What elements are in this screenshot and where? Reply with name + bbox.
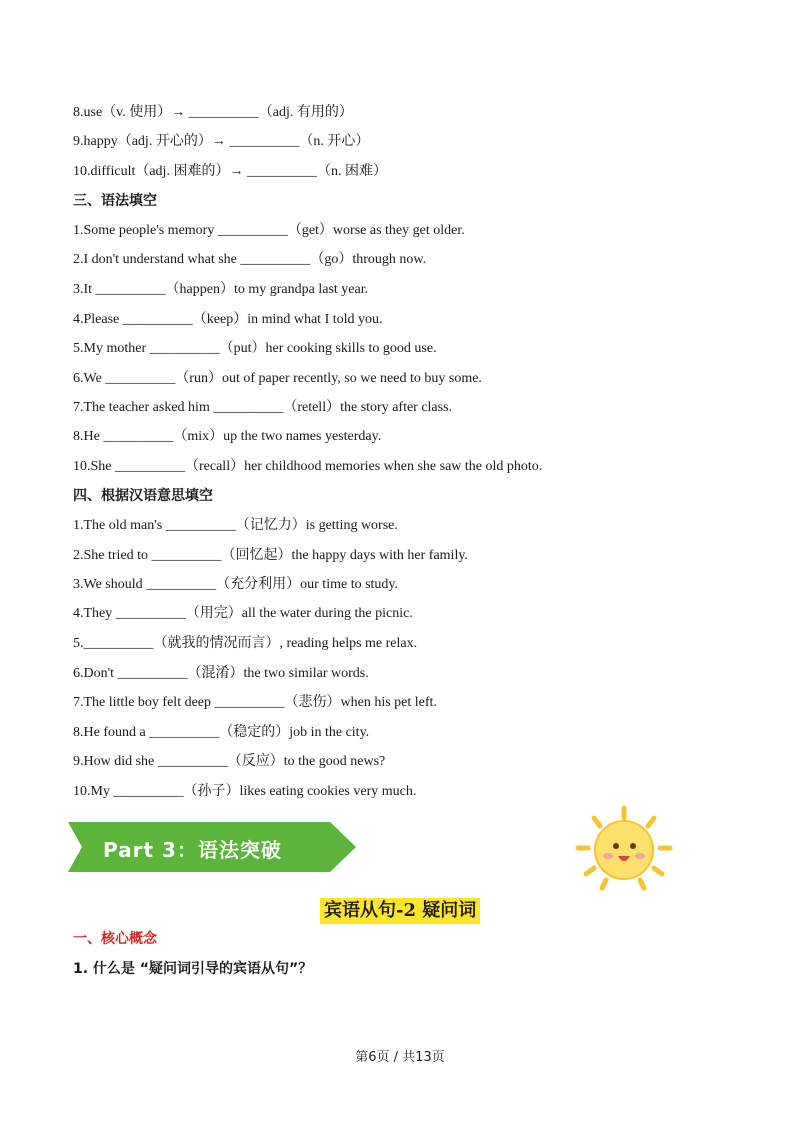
section-heading-core-concept: 一、核心概念: [73, 931, 157, 947]
exercise-item: 2.I don't understand what she __________（go）through now.: [73, 252, 427, 267]
section-heading-grammar-fill: 三、语法填空: [73, 193, 157, 209]
word-form-item: 10.difficult（adj. 困难的）→ __________（n. 困难）: [73, 164, 387, 179]
exercise-item: 5.My mother __________（put）her cooking skills to good use.: [73, 341, 437, 356]
word-form-item: 8.use（v. 使用）→ __________（adj. 有用的）: [73, 105, 353, 120]
exercise-item: 3.We should __________（充分利用）our time to study.: [73, 577, 399, 592]
exercise-item: 10.She __________（recall）her childhood memories when she saw the old photo.: [73, 459, 543, 474]
exercise-item: 1.The old man's __________（记忆力）is getting worse.: [73, 518, 398, 533]
exercise-item: 2.She tried to __________（回忆起）the happy days with her family.: [73, 548, 468, 563]
exercise-item: 6.Don't __________（混淆）the two similar words.: [73, 666, 369, 681]
exercise-item: 7.The teacher asked him __________（retell）the story after class.: [73, 400, 453, 415]
concept-question: 1. 什么是 “疑问词引导的宾语从句”？: [73, 961, 313, 977]
exercise-item: 8.He found a __________（稳定的）job in the city.: [73, 725, 370, 740]
exercise-item: 7.The little boy felt deep __________（悲伤）when his pet left.: [73, 695, 437, 710]
exercise-item: 4.Please __________（keep）in mind what I told you.: [73, 312, 383, 327]
page-footer: 第6页 / 共13页: [355, 1050, 445, 1065]
section-heading-chinese-fill: 四、根据汉语意思填空: [73, 488, 213, 504]
sun-illustration-icon: [572, 804, 676, 898]
exercise-item: 9.How did she __________（反应）to the good news?: [73, 754, 386, 769]
exercise-item: 3.It __________（happen）to my grandpa last year.: [73, 282, 369, 297]
exercise-item: 8.He __________（mix）up the two names yesterday.: [73, 429, 382, 444]
banner-title: Part 3：语法突破: [103, 838, 282, 862]
exercise-item: 10.My __________（孙子）likes eating cookies very much.: [73, 784, 417, 799]
topic-title: 宾语从句-2 疑问词: [320, 898, 480, 924]
exercise-item: 1.Some people's memory __________（get）worse as they get older.: [73, 223, 465, 238]
exercise-item: 4.They __________（用完）all the water during the picnic.: [73, 606, 413, 621]
exercise-item: 5.__________（就我的情况而言）, reading helps me relax.: [73, 636, 418, 651]
exercise-item: 6.We __________（run）out of paper recently, so we need to buy some.: [73, 371, 482, 386]
word-form-item: 9.happy（adj. 开心的）→ __________（n. 开心）: [73, 134, 370, 149]
